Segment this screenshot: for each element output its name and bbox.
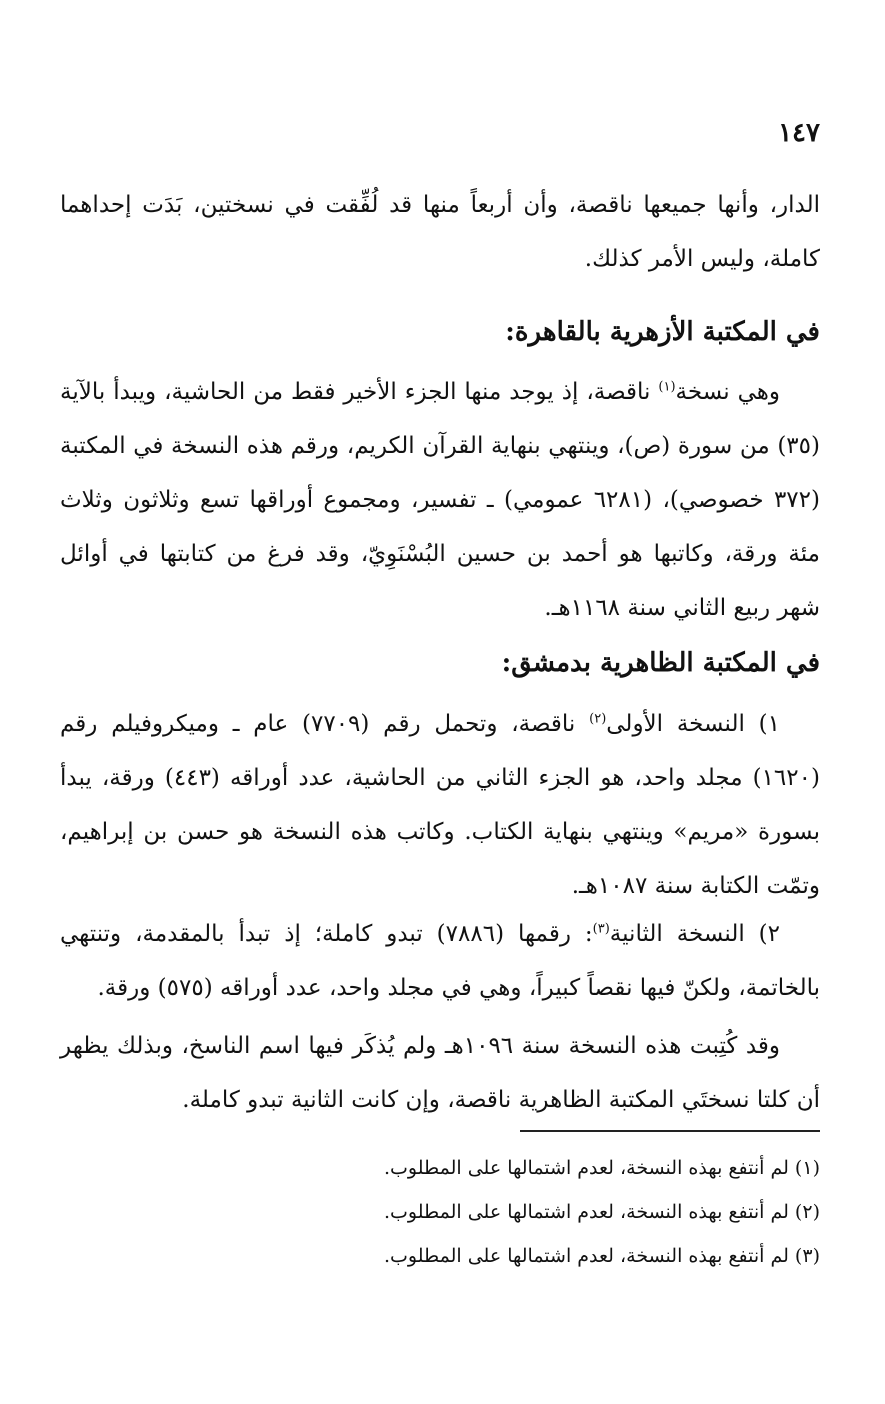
azhar-paragraph-rest: ناقصة، إذ يوجد منها الجزء الأخير فقط من الحاشية، ويبدأ بالآية (٣٥) من سورة (ص)، وينتهي بنهاية القرآن الكريم، ورقم هذه النسخة في المكتبة (٣٧٢ خصوصي)، (٦٢٨١ عمومي) ـ تفسير، ومجموع أوراقها تسع وثلاثون وثلاث مئة ورقة، وكاتبها هو أحمد بن حسين البُسْنَوِيّ، وقد فرغ من كتابتها في أوائل شهر ربيع الثاني سنة ١١٦٨هـ. — [60, 379, 820, 621]
footnote-ref-2: (٢) — [589, 711, 607, 727]
azhar-paragraph-start: وهي نسخة — [675, 379, 780, 405]
item-2-rest: : رقمها (٧٨٨٦) تبدو كاملة؛ إذ تبدأ بالمقدمة، وتنتهي بالخاتمة، ولكنّ فيها نقصاً كبيراً، وهي في مجلد واحد، عدد أوراقه (٥٧٥) ورقة. — [60, 921, 820, 1001]
zahiriyya-item-2 — [60, 907, 820, 1015]
book-page — [60, 0, 820, 1404]
item-1-rest: ناقصة، وتحمل رقم (٧٧٠٩) عام ـ وميكروفيلم رقم (١٦٢٠) مجلد واحد، هو الجزء الثاني من الحاشية، عدد أوراقه (٤٤٣) ورقة، يبدأ بسورة «مريم» وينتهي بنهاية الكتاب. وكاتب هذه النسخة هو حسن بن إبراهيم، وتمّت الكتابة سنة ١٠٨٧هـ. — [60, 711, 820, 899]
zahiriyya-item-1 — [60, 697, 820, 913]
section-heading-azhar: في المكتبة الأزهرية بالقاهرة: — [505, 317, 820, 347]
footnote-2: (٢) لم أنتفع بهذه النسخة، لعدم اشتمالها على المطلوب. — [383, 1201, 820, 1223]
section-heading-zahiriyya: في المكتبة الظاهرية بدمشق: — [501, 648, 820, 678]
item-1-start: ١) النسخة الأولى — [606, 711, 781, 737]
footnote-1: (١) لم أنتفع بهذه النسخة، لعدم اشتمالها على المطلوب. — [383, 1157, 820, 1179]
azhar-paragraph — [60, 365, 820, 635]
intro-paragraph: الدار، وأنها جميعها ناقصة، وأن أربعاً منها قد لُفِّقت في نسختين، بَدَت إحداهما كاملة، وليس الأمر كذلك. — [60, 192, 820, 272]
closing-paragraph: وقد كُتِبت هذه النسخة سنة ١٠٩٦هـ ولم يُذكَر فيها اسم الناسخ، وبذلك يظهر أن كلتا نسختَي المكتبة الظاهرية ناقصة، وإن كانت الثانية تبدو كاملة. — [60, 1033, 820, 1113]
page-number: ١٤٧ — [778, 118, 820, 148]
item-2-start: ٢) النسخة الثانية — [609, 921, 781, 947]
footnote-separator — [520, 1130, 820, 1132]
footnote-ref-1: (١) — [658, 379, 676, 395]
footnote-ref-3: (٣) — [592, 921, 610, 937]
footnote-3: (٣) لم أنتفع بهذه النسخة، لعدم اشتمالها على المطلوب. — [383, 1245, 820, 1267]
